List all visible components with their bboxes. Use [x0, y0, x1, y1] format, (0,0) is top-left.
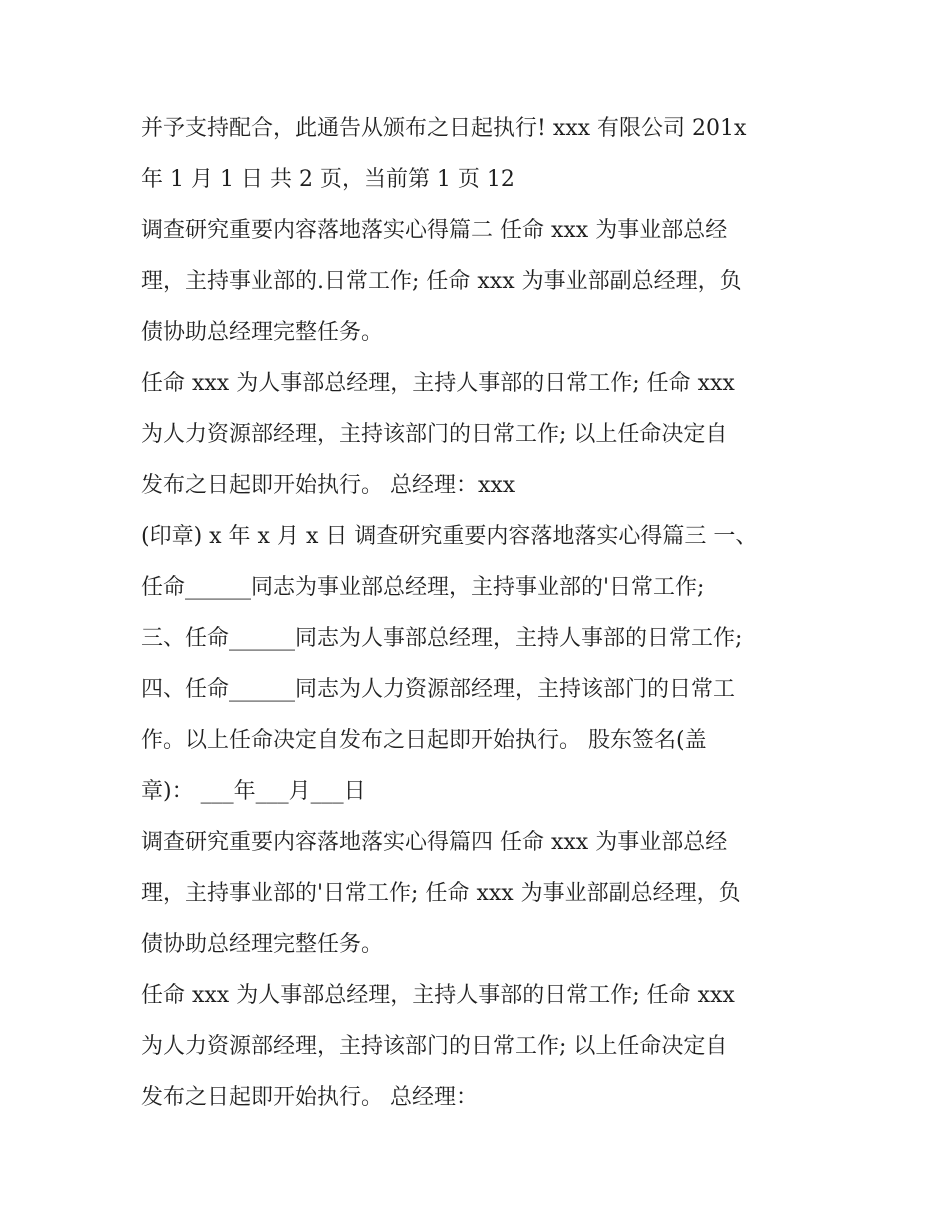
- text-line: 作。以上任命决定自发布之日起即开始执行。 股东签名(盖: [141, 728, 707, 753]
- text-line: 章)： ___年___月___日: [141, 779, 366, 804]
- text-line: 任命______同志为事业部总经理，主持事业部的'日常工作;: [141, 575, 705, 600]
- text-line: 发布之日起即开始执行。 总经理：: [141, 1085, 478, 1110]
- text-line: 任命 xxx 为人事部总经理，主持人事部的日常工作; 任命 xxx: [141, 983, 735, 1008]
- text-line: (印章) x 年 x 月 x 日 调查研究重要内容落地落实心得篇三 一、: [141, 524, 758, 549]
- text-line: 调查研究重要内容落地落实心得篇四 任命 xxx 为事业部总经: [141, 830, 728, 855]
- text-line: 债协助总经理完整任务。: [141, 932, 384, 957]
- text-line: 任命 xxx 为人事部总经理，主持人事部的日常工作; 任命 xxx: [141, 371, 735, 396]
- text-line: 并予支持配合，此通告从颁布之日起执行! xxx 有限公司 201x: [141, 116, 747, 141]
- document-body: [141, 103, 821, 1123]
- text-line: 三、任命______同志为人事部总经理，主持人事部的日常工作;: [141, 626, 743, 651]
- text-line: 调查研究重要内容落地落实心得篇二 任命 xxx 为事业部总经: [141, 218, 728, 243]
- text-line: 四、任命______同志为人力资源部经理，主持该部门的日常工: [141, 677, 736, 702]
- text-line: 为人力资源部经理，主持该部门的日常工作; 以上任命决定自: [141, 422, 728, 447]
- text-line: 为人力资源部经理，主持该部门的日常工作; 以上任命决定自: [141, 1034, 728, 1059]
- text-line: 年 1 月 1 日 共 2 页，当前第 1 页 12: [141, 167, 515, 192]
- text-line: 发布之日起即开始执行。 总经理：xxx: [141, 473, 516, 498]
- text-line: 理，主持事业部的.日常工作; 任命 xxx 为事业部副总经理，负: [141, 269, 742, 294]
- text-line: 债协助总经理完整任务。: [141, 320, 384, 345]
- text-line: 理，主持事业部的'日常工作; 任命 xxx 为事业部副总经理，负: [141, 881, 741, 906]
